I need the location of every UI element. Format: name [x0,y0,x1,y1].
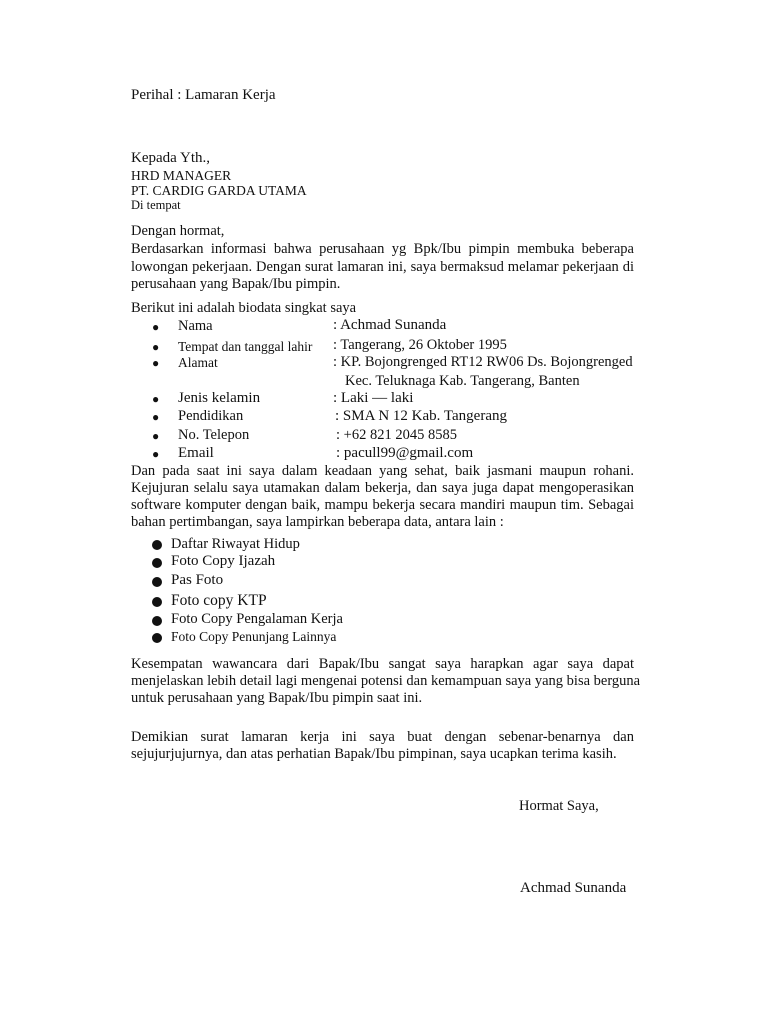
biodata-value-continued: Kec. Teluknaga Kab. Tangerang, Banten [345,373,580,389]
paragraph-line: software komputer dengan baik, mampu bekerja secara mandiri maupun tim. Sebagai [131,497,634,513]
biodata-label: Email [178,445,214,461]
recipient-greeting: Kepada Yth., [131,150,210,166]
biodata-value: : pacull99@gmail.com [336,445,474,461]
paragraph-line: Demikian surat lamaran kerja ini saya buat dengan sebenar-benarnya dan [131,729,634,745]
bullet-icon [152,616,162,626]
biodata-value: : SMA N 12 Kab. Tangerang [335,408,507,424]
biodata-label: Tempat dan tanggal lahir [178,339,313,354]
bullet-icon [152,558,162,568]
biodata-label: Alamat [178,355,218,370]
recipient-line-1: HRD MANAGER [131,168,232,183]
bullet-icon [152,540,162,550]
intro-line: Berdasarkan informasi bahwa perusahaan yg Bpk/Ibu pimpin membuka beberapa [131,241,634,257]
bullet-icon: ● [152,447,160,461]
intro-line: perusahaan yang Bapak/Ibu pimpin. [131,276,341,292]
biodata-value: : Laki — laki [333,390,414,406]
paragraph-line: menjelaskan lebih detail lagi mengenai potensi dan kemampuan saya yang bisa berguna [131,673,641,689]
paragraph-line: Kejujuran selalu saya utamakan dalam bekerja, dan saya juga dapat mengoperasikan [131,480,634,496]
bullet-icon [152,633,162,643]
biodata-label: No. Telepon [178,427,250,443]
biodata-intro: Berikut ini adalah biodata singkat saya [131,300,357,316]
recipient-line-2: PT. CARDIG GARDA UTAMA [131,183,307,198]
bullet-icon: ● [152,429,160,443]
biodata-value: : Tangerang, 26 Oktober 1995 [333,337,507,353]
bullet-icon [152,577,162,587]
bullet-icon: ● [152,356,160,370]
intro-line: lowongan pekerjaan. Dengan surat lamaran ini, saya bermaksud melamar pekerjaan di [131,259,634,275]
attachment-item: Foto copy KTP [171,592,267,609]
attachment-item: Daftar Riwayat Hidup [171,536,300,552]
signature-salutation: Hormat Saya, [519,798,599,814]
attachment-item: Foto Copy Pengalaman Kerja [171,611,343,627]
salutation: Dengan hormat, [131,223,225,239]
attachment-item: Foto Copy Penunjang Lainnya [171,629,337,644]
bullet-icon: ● [152,410,160,424]
bullet-icon: ● [152,320,160,334]
paragraph-line: Kesempatan wawancara dari Bapak/Ibu sangat saya harapkan agar saya dapat [131,656,634,672]
paragraph-line: untuk perusahaan yang Bapak/Ibu pimpin saat ini. [131,690,423,706]
attachment-item: Pas Foto [171,572,224,588]
bullet-icon [152,597,162,607]
biodata-label: Jenis kelamin [178,390,261,406]
paragraph-line: sejujurjujurnya, dan atas perhatian Bapak/Ibu pimpinan, saya ucapkan terima kasih. [131,746,617,762]
bullet-icon: ● [152,392,160,406]
paragraph-line: Dan pada saat ini saya dalam keadaan yang sehat, baik jasmani maupun rohani. [131,463,634,479]
signature-name: Achmad Sunanda [520,880,627,896]
recipient-line-3: Di tempat [131,198,181,212]
paragraph-line: bahan pertimbangan, saya lampirkan beberapa data, antara lain : [131,514,504,530]
attachment-item: Foto Copy Ijazah [171,553,276,569]
biodata-label: Pendidikan [178,408,244,424]
biodata-value: : KP. Bojongrenged RT12 RW06 Ds. Bojongrenged [333,354,633,370]
bullet-icon: ● [152,340,160,354]
biodata-label: Nama [178,318,213,334]
biodata-value: : Achmad Sunanda [333,317,447,333]
subject-line: Perihal : Lamaran Kerja [131,87,276,103]
biodata-value: : +62 821 2045 8585 [336,427,457,443]
